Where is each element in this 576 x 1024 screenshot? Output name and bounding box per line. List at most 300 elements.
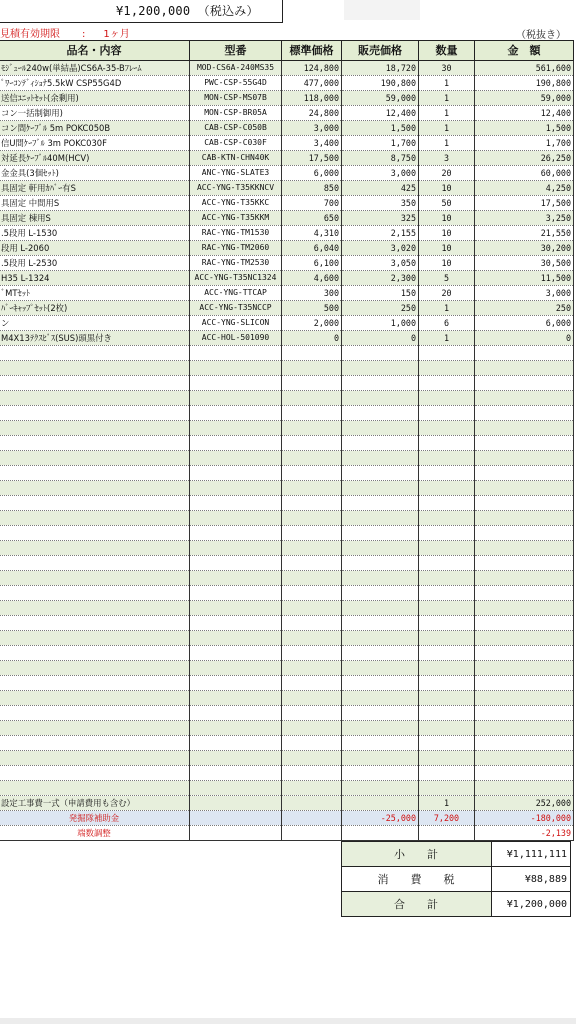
item-quantity [419,616,475,631]
item-name: 具固定 軒用ｶﾊﾞｰ有S [0,181,190,196]
col-header-code: 型番 [190,41,282,61]
item-quantity: 6 [419,316,475,331]
item-list-price [282,571,342,586]
item-name [0,391,190,406]
item-list-price: 700 [282,196,342,211]
item-quantity: 20 [419,166,475,181]
construction-row [0,796,574,811]
item-list-price: 3,400 [282,136,342,151]
item-name [0,526,190,541]
item-code [190,541,282,556]
item-code: RAC-YNG-TM2060 [190,241,282,256]
table-row-empty [0,511,574,526]
item-list-price: 3,000 [282,121,342,136]
item-name: 段用 L-2060 [0,241,190,256]
table-row [0,151,574,166]
total-amount-summary: ¥1,200,000 [492,892,571,917]
item-list-price [282,646,342,661]
summary-row-tax [342,867,571,892]
item-name: コン一括制御用) [0,106,190,121]
table-row-empty [0,361,574,376]
rounding-row [0,826,574,841]
item-sale-price [342,376,419,391]
item-amount [475,346,574,361]
item-list-price [282,691,342,706]
table-row-empty [0,631,574,646]
table-row [0,271,574,286]
item-list-price [282,406,342,421]
item-name [0,346,190,361]
item-name [0,601,190,616]
table-row-empty [0,346,574,361]
item-name [0,556,190,571]
item-list-price: 4,600 [282,271,342,286]
item-name: 具固定 棟用S [0,211,190,226]
item-sale-price [342,631,419,646]
item-sale-price [342,571,419,586]
item-code [190,796,282,811]
item-quantity: 50 [419,196,475,211]
item-sale-price: 3,000 [342,166,419,181]
item-quantity [419,346,475,361]
item-name: H35 L-1324 [0,271,190,286]
item-amount [475,466,574,481]
item-quantity [419,826,475,841]
item-sale-price [342,556,419,571]
item-quantity: 1 [419,331,475,346]
validity-label: 見積有効期限 [0,29,60,40]
item-code [190,451,282,466]
item-name [0,481,190,496]
total-amount-box [0,0,283,23]
table-row-empty [0,661,574,676]
item-code [190,436,282,451]
item-quantity [419,706,475,721]
summary-table [341,841,571,917]
item-quantity [419,586,475,601]
item-sale-price: 250 [342,301,419,316]
item-code [190,646,282,661]
item-amount: 250 [475,301,574,316]
table-row-empty [0,451,574,466]
item-quantity [419,436,475,451]
table-row [0,316,574,331]
item-sale-price: 3,050 [342,256,419,271]
table-row [0,91,574,106]
item-code [190,481,282,496]
item-code: CAB-KTN-CHN40K [190,151,282,166]
item-code [190,706,282,721]
item-amount [475,586,574,601]
item-quantity [419,526,475,541]
item-quantity: 10 [419,181,475,196]
item-sale-price [342,721,419,736]
item-amount: 0 [475,331,574,346]
item-name [0,451,190,466]
item-list-price [282,421,342,436]
item-sale-price: 190,800 [342,76,419,91]
item-code [190,406,282,421]
item-amount [475,676,574,691]
summary-row-total [342,892,571,917]
item-sale-price: 150 [342,286,419,301]
item-list-price [282,826,342,841]
table-row [0,256,574,271]
item-list-price: 124,800 [282,61,342,76]
item-name [0,781,190,796]
item-amount: -180,000 [475,811,574,826]
item-code [190,526,282,541]
table-row [0,121,574,136]
item-list-price [282,661,342,676]
item-sale-price: 0 [342,331,419,346]
item-quantity: 30 [419,61,475,76]
item-quantity: 10 [419,211,475,226]
col-header-list-price: 標準価格 [282,41,342,61]
item-list-price [282,556,342,571]
item-amount [475,616,574,631]
table-row-empty [0,781,574,796]
item-code [190,616,282,631]
validity-value: 1ヶ月 [103,29,130,40]
table-row-empty [0,691,574,706]
item-amount [475,571,574,586]
item-amount [475,691,574,706]
item-name: .5段用 L-1530 [0,226,190,241]
item-code: ACC-HOL-501090 [190,331,282,346]
table-row [0,196,574,211]
item-quantity: 10 [419,226,475,241]
item-list-price [282,631,342,646]
item-code: ACC-YNG-T35KKM [190,211,282,226]
item-sale-price [342,346,419,361]
item-quantity: 1 [419,91,475,106]
item-quantity: 7,200 [419,811,475,826]
item-code [190,466,282,481]
item-list-price: 500 [282,301,342,316]
item-sale-price [342,661,419,676]
item-code [190,511,282,526]
table-row-empty [0,496,574,511]
item-name: 送信ﾕﾆｯﾄｾｯﾄ(余剰用) [0,91,190,106]
total-label: 合計 [342,892,492,917]
item-quantity: 3 [419,151,475,166]
subtotal-label: 小計 [342,842,492,867]
item-quantity: 10 [419,241,475,256]
table-row [0,331,574,346]
subtotal-amount: ¥1,111,111 [492,842,571,867]
item-quantity: 5 [419,271,475,286]
item-list-price [282,376,342,391]
item-sale-price: 350 [342,196,419,211]
item-name [0,646,190,661]
item-list-price: 850 [282,181,342,196]
item-name [0,436,190,451]
item-code [190,631,282,646]
item-amount [475,646,574,661]
item-amount [475,361,574,376]
item-code: ANC-YNG-SLATE3 [190,166,282,181]
table-row-empty [0,481,574,496]
item-sale-price [342,706,419,721]
item-amount: 12,400 [475,106,574,121]
item-code [190,751,282,766]
item-amount [475,436,574,451]
item-quantity: 10 [419,256,475,271]
item-code [190,781,282,796]
item-code [190,736,282,751]
item-code [190,571,282,586]
item-amount: 3,000 [475,286,574,301]
item-sale-price [342,676,419,691]
item-amount: 190,800 [475,76,574,91]
table-row [0,166,574,181]
table-row-empty [0,646,574,661]
item-amount [475,661,574,676]
table-row [0,181,574,196]
item-quantity [419,646,475,661]
table-row-empty [0,466,574,481]
item-sale-price [342,601,419,616]
item-name: コン間ｹｰﾌﾞﾙ 5m POKC050B [0,121,190,136]
item-sale-price [342,691,419,706]
item-amount [475,481,574,496]
item-name [0,616,190,631]
item-quantity [419,451,475,466]
item-code [190,766,282,781]
item-sale-price: 59,000 [342,91,419,106]
item-name [0,421,190,436]
item-quantity [419,541,475,556]
item-code [190,586,282,601]
item-amount [475,601,574,616]
item-list-price: 118,000 [282,91,342,106]
item-quantity: 1 [419,796,475,811]
tax-amount: ¥88,889 [492,867,571,892]
item-list-price [282,511,342,526]
item-list-price: 24,800 [282,106,342,121]
table-row-empty [0,706,574,721]
table-row-empty [0,676,574,691]
item-code [190,601,282,616]
item-amount: 6,000 [475,316,574,331]
item-code: ACC-YNG-SLICON [190,316,282,331]
item-name: 具固定 中間用S [0,196,190,211]
item-amount [475,526,574,541]
item-list-price [282,451,342,466]
item-quantity [419,361,475,376]
item-amount: 11,500 [475,271,574,286]
item-amount: 60,000 [475,166,574,181]
item-sale-price: 1,000 [342,316,419,331]
item-name [0,751,190,766]
item-code: RAC-YNG-TM2530 [190,256,282,271]
table-row-empty [0,436,574,451]
table-row [0,106,574,121]
item-sale-price: 325 [342,211,419,226]
item-code [190,421,282,436]
item-sale-price [342,736,419,751]
item-list-price [282,601,342,616]
item-amount: 17,500 [475,196,574,211]
bottom-bar [0,1018,576,1024]
item-code [190,826,282,841]
table-row-empty [0,616,574,631]
table-row-empty [0,586,574,601]
item-quantity [419,406,475,421]
item-amount [475,511,574,526]
item-list-price [282,781,342,796]
item-list-price [282,736,342,751]
item-name: ﾞMTｾｯﾄ [0,286,190,301]
item-sale-price [342,796,419,811]
item-name [0,661,190,676]
item-name: 信U間ｹｰﾌﾞﾙ 3m POKC030F [0,136,190,151]
item-name [0,676,190,691]
item-name [0,361,190,376]
item-list-price: 0 [282,331,342,346]
col-header-name: 品名・内容 [0,41,190,61]
item-name: 対延長ｹｰﾌﾞﾙ40M(HCV) [0,151,190,166]
item-code: CAB-CSP-C050B [190,121,282,136]
item-quantity [419,511,475,526]
item-sale-price: -25,000 [342,811,419,826]
item-sale-price [342,586,419,601]
table-row-empty [0,751,574,766]
item-name: M4X13ﾃｸｽﾋﾞｽ(SUS)頭黒付き [0,331,190,346]
table-row-empty [0,721,574,736]
table-row [0,136,574,151]
item-list-price: 2,000 [282,316,342,331]
item-sale-price [342,541,419,556]
table-row [0,61,574,76]
item-code [190,811,282,826]
table-row-empty [0,421,574,436]
item-name [0,376,190,391]
item-name: 端数調整 [0,826,190,841]
item-code: RAC-YNG-TM1530 [190,226,282,241]
table-row-empty [0,391,574,406]
item-amount [475,631,574,646]
item-quantity [419,721,475,736]
item-quantity: 1 [419,301,475,316]
table-row-empty [0,766,574,781]
item-list-price [282,391,342,406]
item-list-price: 477,000 [282,76,342,91]
item-sale-price [342,496,419,511]
item-amount: 1,500 [475,121,574,136]
item-name: ﾟﾜｰｺﾝﾃﾞｨｼｮﾅ5.5kW CSP55G4D [0,76,190,91]
item-quantity [419,751,475,766]
item-list-price [282,346,342,361]
subsidy-row [0,811,574,826]
item-list-price [282,751,342,766]
item-amount: 26,250 [475,151,574,166]
item-list-price [282,526,342,541]
item-list-price [282,586,342,601]
table-row [0,286,574,301]
item-code: ACC-YNG-T35NCCP [190,301,282,316]
table-row-empty [0,736,574,751]
table-row [0,241,574,256]
item-amount [475,541,574,556]
table-row-empty [0,526,574,541]
item-code [190,721,282,736]
item-code [190,691,282,706]
item-quantity: 1 [419,76,475,91]
table-row-empty [0,541,574,556]
item-name [0,766,190,781]
item-sale-price: 2,300 [342,271,419,286]
item-code: ACC-YNG-T35KKC [190,196,282,211]
item-quantity [419,676,475,691]
item-amount [475,706,574,721]
item-name: .5段用 L-2530 [0,256,190,271]
item-name [0,406,190,421]
table-row [0,301,574,316]
item-quantity [419,601,475,616]
item-amount [475,421,574,436]
table-row-empty [0,601,574,616]
item-sale-price [342,511,419,526]
item-name [0,631,190,646]
table-row-empty [0,556,574,571]
item-amount [475,376,574,391]
col-header-quantity: 数量 [419,41,475,61]
item-code [190,361,282,376]
item-code: MOD-CS6A-240MS35 [190,61,282,76]
item-quantity [419,376,475,391]
item-code: PWC-CSP-55G4D [190,76,282,91]
item-amount [475,736,574,751]
item-quantity [419,631,475,646]
item-list-price [282,811,342,826]
summary-row-subtotal [342,842,571,867]
item-list-price [282,796,342,811]
table-row-empty [0,406,574,421]
table-row [0,211,574,226]
item-sale-price [342,781,419,796]
item-name: ﾓｼﾞｭｰﾙ240w(単結晶)CS6A-35-Bﾌﾚｰﾑ [0,61,190,76]
item-amount: 30,200 [475,241,574,256]
item-sale-price [342,526,419,541]
item-name [0,511,190,526]
item-list-price: 6,100 [282,256,342,271]
item-name: 発掘隊補助金 [0,811,190,826]
item-amount [475,721,574,736]
item-quantity [419,736,475,751]
item-list-price: 300 [282,286,342,301]
item-name: ﾊﾞｰｷｬｯﾌﾟｾｯﾄ(2枚) [0,301,190,316]
item-amount: 3,250 [475,211,574,226]
item-amount [475,751,574,766]
item-quantity: 1 [419,121,475,136]
item-code: CAB-CSP-C030F [190,136,282,151]
item-list-price: 17,500 [282,151,342,166]
item-sale-price: 425 [342,181,419,196]
item-list-price [282,481,342,496]
item-quantity: 1 [419,106,475,121]
item-quantity [419,661,475,676]
item-sale-price: 8,750 [342,151,419,166]
item-amount [475,406,574,421]
item-quantity [419,421,475,436]
item-list-price [282,616,342,631]
item-sale-price: 3,020 [342,241,419,256]
item-amount [475,556,574,571]
table-header-row [0,41,574,61]
item-amount [475,451,574,466]
